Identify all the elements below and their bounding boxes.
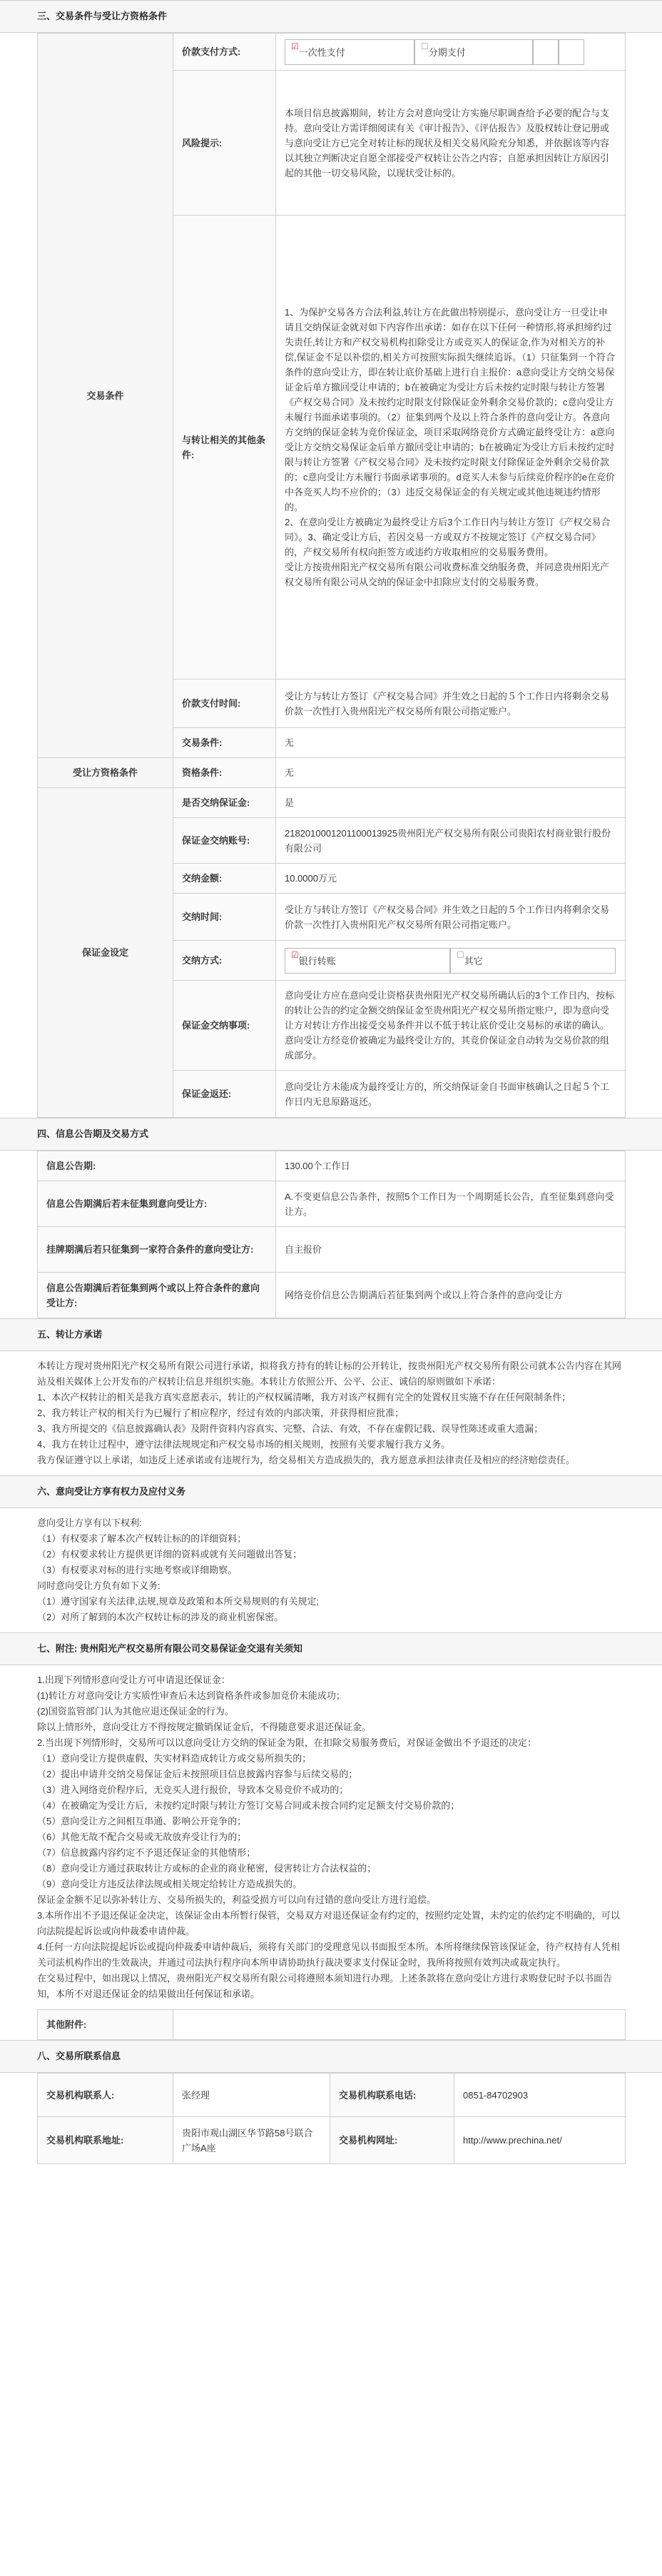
deposit-required-row [38,788,626,818]
contact-person-label: 交易机构联系人: [38,2074,173,2117]
section-8-title: 八、交易所联系信息 [37,2051,121,2061]
commitment-line: 我方保证遵守以上承诺，如违反上述承诺或有违规行为，给交易相关方造成损失的，我方愿意承担法律责任及相应的经济赔偿责任。 [37,1455,576,1465]
deposit-amount-value: 10.0000万元 [276,864,626,894]
deposit-account-label: 保证金交纳账号: [173,818,276,864]
contact-website-label: 交易机构网址: [330,2117,454,2164]
section-7-header [0,1632,662,1665]
checked-icon: ☑ [291,41,299,51]
other-attachment-value [173,2010,626,2040]
contact-website-link[interactable]: http://www.prechina.net/ [454,2117,626,2164]
pay-opt-lump-sum-label: 一次性支付 [298,46,345,58]
other-attachment-table [37,2009,626,2040]
rights-line: （3）有权要求对标的进行实地考察或详细勘察。 [37,1565,238,1575]
pay-opt-installment-label: 分期支付 [428,46,466,58]
deposit-refund-label: 保证金返还: [173,1071,276,1118]
unchecked-icon: ☐ [421,41,429,51]
single-buyer-label: 挂牌期满后若只征集到一家符合条件的意向受让方: [38,1227,276,1273]
notice-line: 1.出现下列情形意向受让方可申请退还保证金： [37,1675,230,1685]
deposit-opt-bank-label: 银行转账 [298,955,336,966]
other-conditions-label: 与转让相关的其他条件: [173,216,276,680]
section-5-header [0,1318,662,1351]
buyer-cond-row [38,758,626,788]
seller-commitment [37,1351,625,1475]
notice-line: （4）在被确定为受让方后，未按约定时限与转让方签订交易合同或未按合同约定足额支付交易价款的； [37,1800,460,1811]
deposit-amount-label: 交纳金额: [173,864,276,894]
notice-line: 2.当出现下列情形时，交易所可以以意向受让方交纳的保证金为限，在扣除交易服务费后，对保证金做出不予退还的决定： [37,1737,536,1748]
contact-row-2 [38,2117,626,2164]
section-4-title: 四、信息公告期及交易方式 [37,1128,149,1139]
deposit-notice [37,1665,625,2009]
empty-box [533,39,559,65]
notice-line: 除以上情形外，意向受让方不得按规定撤销保证金后，不得随意要求退还保证金。 [37,1722,372,1732]
info-period-table [37,1151,626,1318]
pay-method-options [285,39,616,65]
multi-buyer-row [38,1273,626,1318]
notice-line: 在交易过程中，如出现以上情况，贵州阳光产权交易所有限公司将遵照本须知进行办理。上述条款将在意向受让方进行求购登记时予以书面告知，本所不对退还保证金的结果做出任何保证和承诺。 [37,1973,613,1999]
single-buyer-value: 自主报价 [276,1227,626,1273]
contact-address-value: 贵阳市观山湖区华节路58号联合广场A座 [173,2117,330,2164]
commitment-line: 2、我方转让产权的相关行为已履行了相应程序，经过有效的内部决策，并获得相应批准； [37,1408,404,1418]
pay-method-row [38,34,626,71]
unchecked-icon: ☐ [457,949,464,960]
buyer-group-label: 受让方资格条件 [38,758,173,788]
commitment-line: 3、我方所提交的《信息披露确认表》及附件资料内容真实、完整、合法、有效，不存在虚假记载、误导性陈述或重大遗漏； [37,1423,544,1434]
notice-line: （9）意向受让方违反法律法规或相关规定给转让方造成损失的。 [37,1879,302,1889]
deposit-refund-value: 意向受让方未能成为最终受让方的，所交纳保证金自书面审核确认之日起５个工作日内无息原路返还。 [276,1071,626,1118]
extend-value: A.不变更信息公告条件，按照5个工作日为一个周期延长公告，直至征集到意向受让方。 [276,1181,626,1227]
checked-icon: ☑ [291,949,299,960]
section-3-header [0,0,662,33]
deposit-opt-other[interactable] [450,948,616,974]
notice-line: 4.任何一方向法院提起诉讼或提向仲裁委申请仲裁后，须将有关部门的受理意见以书面报至本所。本所将继续保管该保证金，待产权持有人凭相关司法机构作出的生效裁决，并通过司法执行程序向本所申请协助执行裁决要求支付保证金时，我所将按照有效判决或裁定执行。 [37,1941,620,1968]
section-7-title: 七、附注: 贵州阳光产权交易所有限公司交易保证金交退有关须知 [37,1643,302,1654]
period-row [38,1151,626,1181]
notice-line: （8）意向受让方通过获取转让方或标的企业的商业秘密，侵害转让方合法权益的； [37,1863,377,1874]
rights-line: （2）对所了解到的本次产权转让标的涉及的商业机密保密。 [37,1612,284,1622]
section-3-title: 三、交易条件与受让方资格条件 [37,11,168,21]
notice-line: (1)转让方对意向受让方实质性审查后未达到資格条件或参加竞价未能成功； [37,1690,345,1701]
deposit-time-label: 交纳时间: [173,894,276,941]
notice-line: （2）提出申请并交纳交易保证金后未按照项目信息披露内容参与后续交易的； [37,1769,358,1779]
notice-line: （7）信息披露内容约定不予退还保证金的其他情形； [37,1847,256,1858]
contact-phone-value: 0851-84702903 [454,2074,626,2117]
trade-cond-label: 交易条件: [173,728,276,758]
notice-line: （1）意向受让方提供虚假、失实材料造成转让方或交易所损失的； [37,1753,312,1764]
trade-conditions-table [37,33,626,1118]
section-5-title: 五、转让方承诺 [37,1329,103,1340]
multi-buyer-value: 网络竞价信息公告期满后若征集到两个或以上符合条件的意向受让方 [276,1273,626,1318]
deposit-time-value: 受让方与转让方签订《产权交易合同》并生效之日起的５个工作日内将剩余交易价款一次性打入贵州阳光产权交易所有限公司指定账户。 [276,894,626,941]
deposit-required-value: 是 [276,788,626,818]
trade-cond-value: 无 [276,728,626,758]
section-4-header [0,1118,662,1151]
period-value: 130.00个工作日 [276,1151,626,1181]
pay-time-text: 受让方与转让方签订《产权交易合同》并生效之日起的５个工作日内将剩余交易价款一次性打入贵州阳光产权交易所有限公司指定账户。 [276,680,626,728]
rights-line: （1）遵守国家有关法律,法规,规章及政策和本所交易规则的有关规定; [37,1596,320,1607]
pay-opt-installment[interactable] [414,39,533,65]
other-conditions-text: 1、为保护交易各方合法利益,转让方在此做出特别提示，意向受让方一旦受让申请且交纳保证金就对如下内容作出承诺：如存在以下任何一种情形,将承担缔约过失责任,转让方和产权交易机构扣除受让方或竞买人的保证金,作为对相关方的补偿,保证金不足以补偿的,相关方可按照实际损失继续追诉。（1）只征集到一个符合条件的意向受让方，即在转让底价基础上进行自主报价：a意向受让方交纳交易保证金后单方撤回受让申请的；b在被确定为受让方后未按约定时限与转让方签署《产权交易合同》及未按约定时限支付除保证金外剩余交易价款的；c意向受让方未履行书面承诺事项的。（2）征集到两个及以上符合条件的意向受让方。各意向方交纳的保证金转为竞价保证金，项目采取网络竞价方式确定最终受让方：a意向受让方交纳交易保证金后单方撤回受让申请的；b在被确定为受让方后未按约定时限与转让方签署《产权交易合同》及未按约定时限支付除保证金外剩余交易价款的；c意向受让方未履行书面承诺事项的。d竞买人未参与后续竞价程序的e在竞价中各竞买人均不应价的；（3）违反交易保证金的有关规定或其他违规违约情形的。 2、在意向受让方被确定为最终受让方后3个工作日内与转让方签订《产权交易合同》。3、确定受让方后，若因交易一方或双方不按规定签订《产权交易合同》的，产权交易所有权向拒签方或违约方收取相应的交易服务费用。 受让方按贵州阳光产权交易所有限公司收费标准交纳服务费，并同意贵州阳光产权交易所有限公司从交纳的保证金中扣除应支付的交易服务费。 [276,216,626,680]
rights-line: 同时意向受让方负有如下义务: [37,1580,161,1591]
notice-line: （6）其他无故不配合交易或无故放弃受让行为的； [37,1832,247,1842]
deposit-matters-label: 保证金交纳事项: [173,981,276,1071]
risk-label: 风险提示: [173,71,276,216]
rights-line: （2）有权要求转让方提供更详细的资料或就有关问题做出答复； [37,1549,302,1560]
deposit-account-value: 2182010001201100013925贵州阳光产权交易所有限公司贵阳农村商业银行股份有限公司 [276,818,626,864]
deposit-matters-value: 意向受让方应在意向受让资格获贵州阳光产权交易所确认后的3个工作日内，按标的转让公告的约定金额交纳保证金至贵州阳光产权交易所指定账户，即为意向受让方对转让方作出接受交易条件并以不低于转让底价受让交易标的承诺的确认。意向受让方经竞价被确定为最终受让方的，其竞价保证金自动转为交易价款的组成部分。 [276,981,626,1071]
empty-box [559,39,584,65]
period-label: 信息公告期: [38,1151,276,1181]
extend-label: 信息公告期满后若未征集到意向受让方: [38,1181,276,1227]
multi-buyer-label: 信息公告期满后若征集到两个或以上符合条件的意向受让方: [38,1273,276,1318]
single-buyer-row [38,1227,626,1273]
extend-row [38,1181,626,1227]
section-6-header [0,1475,662,1508]
deposit-opt-bank[interactable] [285,948,450,974]
notice-line: 保证金金额不足以弥补转让方、交易所损失的，利益受损方可以向有过错的意向受让方进行追偿。 [37,1894,437,1905]
notice-line: （3）进入网络竞价程序后，无竞买人进行报价，导致本交易竞价不成功的； [37,1784,349,1795]
section-6-title: 六、意向受让方享有权力及应付义务 [37,1486,186,1497]
deposit-opt-other-label: 其它 [464,955,483,966]
contact-address-label: 交易机构联系地址: [38,2117,173,2164]
section-8-header [0,2040,662,2073]
deposit-method-options [285,948,616,974]
pay-opt-lump-sum[interactable] [285,39,414,65]
commitment-line: 1、本次产权转让的相关是我方真实意愿表示，转让的产权权属清晰，我方对该产权拥有完全的处置权且实施不存在任何限制条件； [37,1392,571,1403]
other-attachment-label: 其他附件: [38,2010,173,2040]
notice-line: (2)国资监管部门认为其他应退还保证金的行为。 [37,1706,234,1717]
contact-person-value: 张经理 [173,2074,330,2117]
commitment-line: 本转让方现对贵州阳光产权交易所有限公司进行承诺，拟将我方持有的转让标的公开转让，按贵州阳光产权交易所有限公司就本公告内容在其网站及相关媒体上公开发布的产权转让信息并组织实施。本转让方依照公开、公平、公正、诚信的原则做如下承诺： [37,1360,622,1387]
buyer-rights [37,1508,625,1632]
other-attachment-row [38,2010,626,2040]
buyer-cond-label: 资格条件: [173,758,276,788]
rights-line: 意向受让方享有以下权利: [37,1517,142,1528]
commitment-line: 4、我方在转让过程中，遵守法律法规规定和产权交易市场的相关规则，按照有关要求履行我方义务。 [37,1439,451,1450]
contact-row-1 [38,2074,626,2117]
notice-line: 3.本所作出不予退还保证金决定，该保证金由本所暂行保管，交易双方对退还保证金有约定的，按照约定处置，未约定的依约定不明确的，可以向法院提起诉讼或向仲裁委申请仲裁。 [37,1910,620,1936]
pay-method-label: 价款支付方式: [173,34,276,71]
deposit-required-label: 是否交纳保证金: [173,788,276,818]
deposit-group-label: 保证金设定 [38,788,173,1118]
pay-time-label: 价款支付时间: [173,680,276,728]
buyer-cond-value: 无 [276,758,626,788]
notice-line: （5）意向受让方之间相互串通、影响公开竞争的； [37,1816,247,1827]
rights-line: （1）有权要求了解本次产权转让标的的详细资料； [37,1533,247,1544]
trade-group-label: 交易条件 [38,34,173,758]
deposit-method-label: 交纳方式: [173,941,276,981]
contact-table [37,2073,626,2164]
risk-text: 本项目信息披露期间，转让方会对意向受让方实施尽职调查给予必要的配合与支持。意向受让方需详细阅读有关《审计报告》、《评估报告》及股权转让登记册或与意向受让方已完全对转让标的现状及相关交易风险充分知悉，并依据该等内容以其独立判断决定自愿全部接受产权转让公告之内容；自愿承担因转让方原因引起的其他一切交易风险，以现状受让标的。 [276,71,626,216]
contact-phone-label: 交易机构联系电话: [330,2074,454,2117]
